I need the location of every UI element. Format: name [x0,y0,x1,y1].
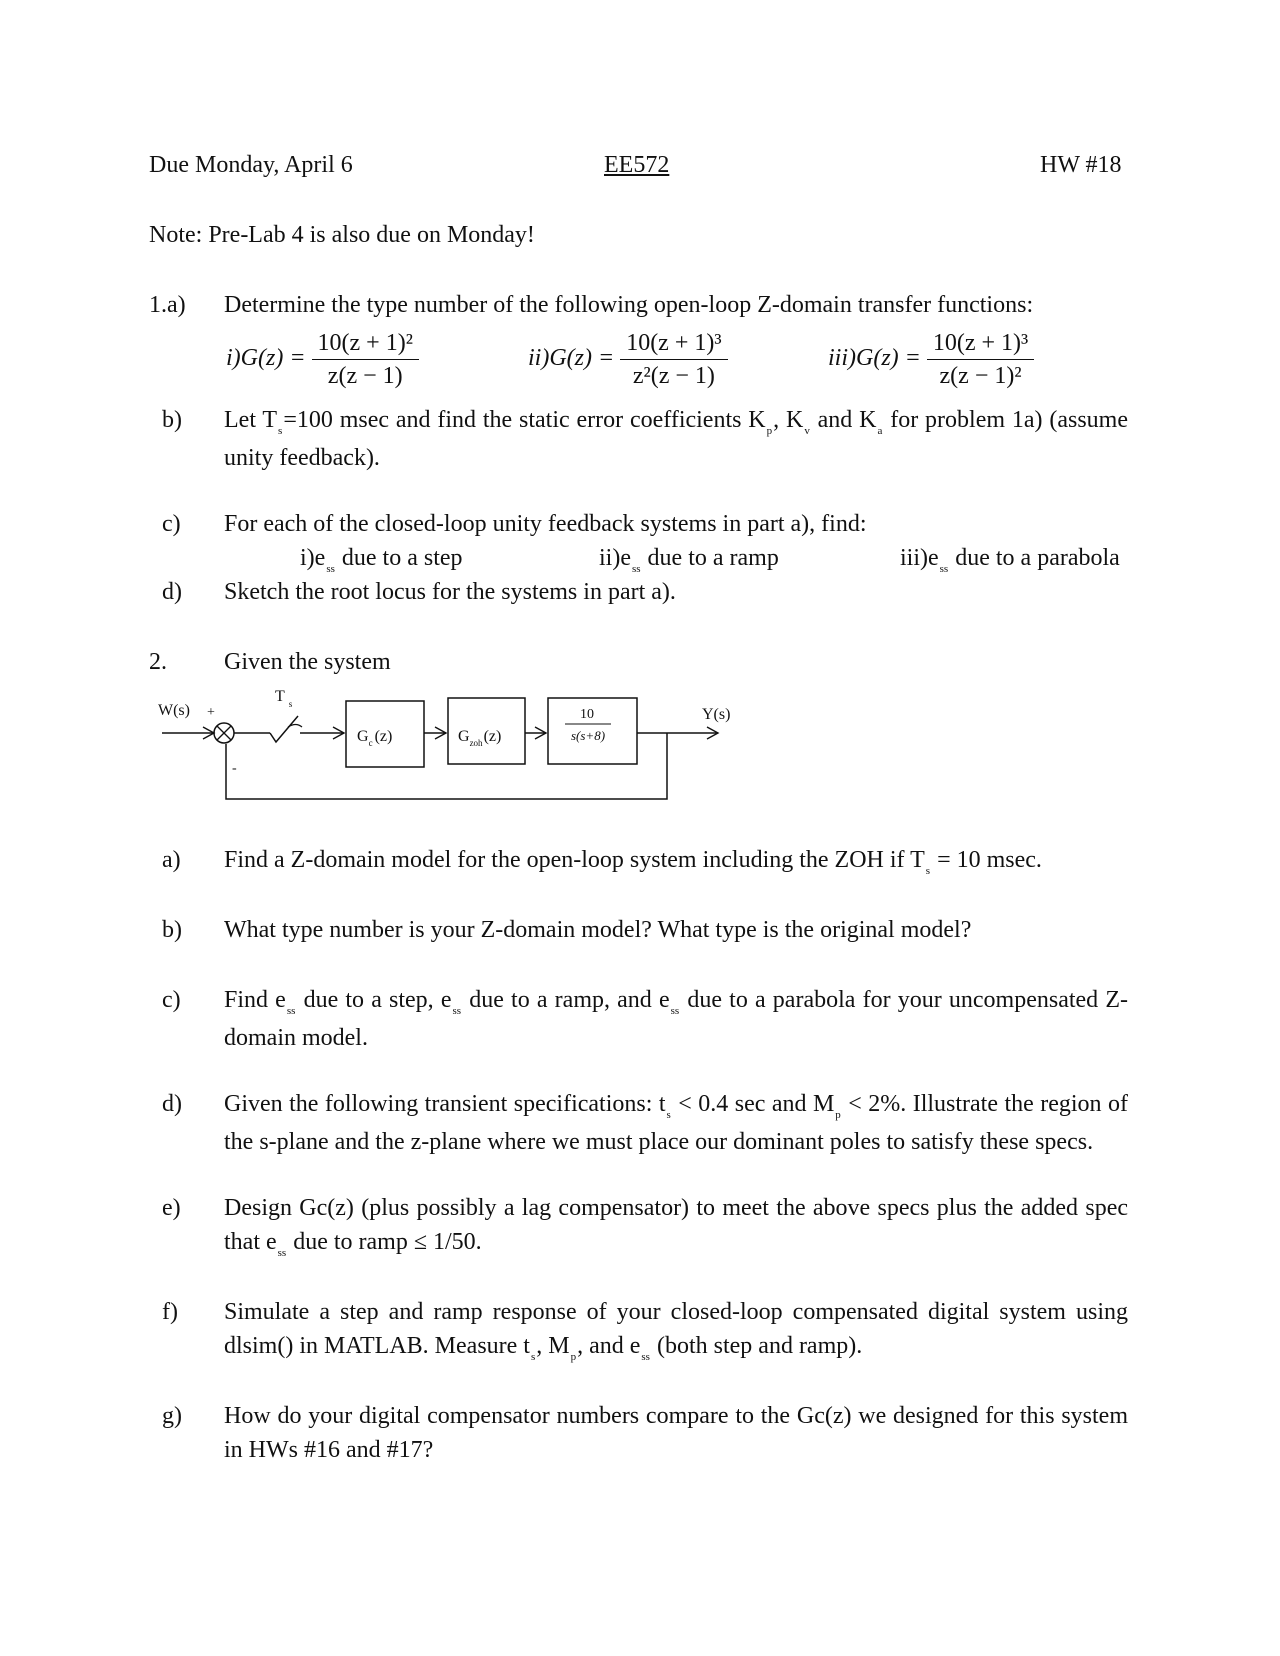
problem-1c-text: For each of the closed-loop unity feedback systems in part a), find: [224,511,867,537]
problem-2f-label: f) [162,1299,178,1325]
tf-i-denominator: z(z − 1) [327,363,403,389]
problem-1b-label: b) [162,407,182,433]
problem-2g-text: How do your digital compensator numbers compare to the Gc(z) we designed for this system in HWs #16 and #17? [224,1403,1128,1463]
course-code: EE572 [604,152,670,178]
due-date: Due Monday, April 6 [149,152,353,178]
plant-denominator: s(s+8) [570,728,606,743]
problem-2e-text: Design Gc(z) (plus possibly a lag compensator) to meet the above specs plus the added spec that $e_{ss}$ due to ramp ≤ 1/50. [224,1195,1128,1259]
output-label: Y(s) [702,706,731,723]
problem-2c-label: c) [162,987,181,1013]
plant-numerator: 10 [580,707,594,722]
tf-ii-denominator: z²(z − 1) [632,363,715,389]
problem-2b-text: What type number is your Z-domain model? What type is the original model? [224,917,972,943]
tf-iii-numerator: 10(z + 1)³ [927,328,1034,360]
problem-1c-i: $i)e_{ss}$ due to a step [300,545,463,575]
sampler-label: T $_s$ [275,688,293,709]
tf-iii-lhs: G(z) = [856,345,921,372]
tf-i-numerator: 10(z + 1)² [312,328,419,360]
problem-1d-text: Sketch the root locus for the systems in part a). [224,579,676,605]
problem-2g-label: g) [162,1403,182,1429]
tf-ii-label: ii) [528,345,550,372]
summing-junction [214,723,234,743]
input-label: W(s) [158,702,190,719]
tf-ii-lhs: G(z) = [549,345,615,372]
tf-i-lhs: G(z) = [240,345,306,372]
problem-2-intro: Given the system [224,649,391,675]
problem-1c-ii: $ii)e_{ss}$ due to a ramp [599,545,779,575]
problem-1c-label: c) [162,511,181,537]
problem-1a-text: Determine the type number of the following open-loop Z-domain transfer functions: [224,292,1034,318]
sampler-switch [270,716,344,742]
problem-2e-label: e) [162,1195,181,1221]
problem-2b-label: b) [162,917,182,943]
problem-1b-text: Let $T_s=100$ msec and find the static error coefficients $K_p$, $K_v$ and $K_a$ for problem 1a) (assume unity feedback). [224,407,1128,471]
tf-ii-numerator: 10(z + 1)³ [620,328,727,360]
note: Note: Pre-Lab 4 is also due on Monday! [149,222,535,248]
problem-1c-iii: $iii)e_{ss}$ due to a parabola [900,545,1120,575]
tf-iii-label: iii) [828,345,856,372]
tf-i-label: i) [226,345,241,372]
problem-2d-text: Given the following transient specifications: $t_s < 0.4$ sec and $M_p < 2\%$. Illustrate the region of the s-plane and the z-plane where we must place our dominant poles to satisfy these specs. [224,1091,1129,1155]
problem-1d-label: d) [162,579,182,605]
problem-2a-text: Find a Z-domain model for the open-loop system including the ZOH if $T_s = 10$ msec. [224,847,1042,877]
problem-2c-text: Find $e_{ss}$ due to a step, $e_{ss}$ due to a ramp, and $e_{ss}$ due to a parabola for your uncompensated Z-domain model. [224,987,1128,1051]
minus-sign: - [232,761,237,776]
problem-1a-label: 1.a) [149,292,186,318]
compensator-label: $G_c$ (z) [357,728,393,748]
tf-iii-denominator: z(z − 1)² [939,363,1022,389]
problem-2-label: 2. [149,649,167,675]
zoh-label: $G_{zoh}(z)$ [458,728,502,748]
problem-2f-text: Simulate a step and ramp response of your closed-loop compensated digital system using dlsim() in MATLAB. Measure $t_s$, $M_p$, and $e_{ss}$ (both step and ramp). [224,1299,1128,1363]
hw-number: HW #18 [1040,152,1122,178]
problem-2a-label: a) [162,847,181,873]
plus-sign: + [207,705,215,720]
problem-2d-label: d) [162,1091,182,1117]
